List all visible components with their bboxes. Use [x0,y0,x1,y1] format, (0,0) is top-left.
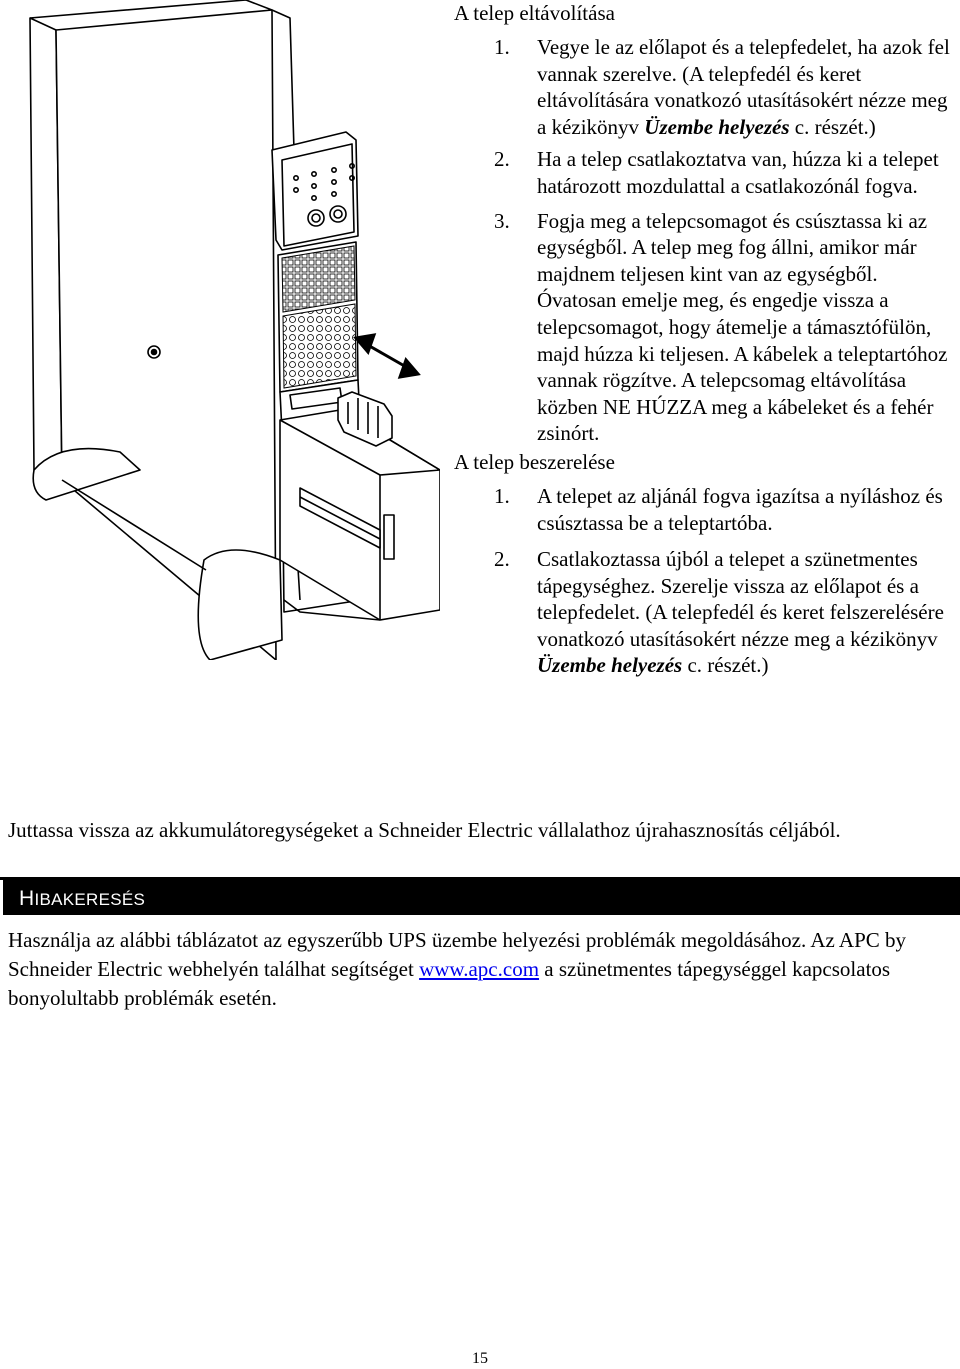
removal-steps [454,34,960,447]
troubleshooting-heading-bar [0,877,960,915]
step-emphasis: Üzembe helyezés [537,653,683,678]
step-text: Ha a telep csatlakoztatva van, húzza ki a telepet határozott mozdulattal a csatlakozónál fogva. [537,147,939,198]
install-step-1 [454,483,960,536]
step-text: A telepet az aljánál fogva igazítsa a nyíláshoz és csúsztassa be a teleptartóba. [537,483,943,535]
step-text-end: c. részét.) [682,653,769,678]
step-emphasis: Üzembe helyezés [644,114,790,139]
apc-website-link[interactable]: www.apc.com [419,957,540,981]
step-number: 1. [494,35,510,59]
step-text: Vegye le az előlapot és a telepfedelet, ha azok fel vannak szerelve. (A telepfedél és keret eltávolítására vonatkozó utasításokért nézze meg a kézikönyv [537,35,950,139]
heading-initial: H [19,887,35,910]
removal-heading: A telep eltávolítása [454,1,615,25]
step-text-end: c. részét.) [789,114,876,139]
install-steps [454,483,960,679]
step-number: 3. [494,208,510,233]
intro-text: Használja az alábbi táblázatot az egyszerűbb UPS üzembe helyezési problémák megoldásához. Az APC by Schneider Electric webhelyén találhat segítséget [8,928,907,981]
step-text: Fogja meg a telepcsomagot és csúsztassa ki az egységből. A telep meg fog állni, amikor már majdnem teljesen kint van az egységből. Óvatosan emelje meg, és engedje vissza a telepcsomagot, hogy átemelje a támasztófülön, majd húzza ki teljesen. A kábelek a teleptartóhoz vannak rögzítve. A telepcsomag eltávolítása közben NE HÚZZA meg a kábeleket és a fehér zsinórt. [537,208,948,446]
troubleshooting-intro [8,926,960,1013]
step-number: 2. [494,147,510,172]
troubleshooting-heading [3,880,960,915]
page-number: 15 [472,1350,488,1367]
install-step-2 [454,546,960,679]
double-headed-arrow-icon [356,335,418,377]
step-text: Csatlakoztassa újból a telepet a szünetmentes tápegységhez. Szerelje vissza az előlapot és a telepfedelet. (A telepfedél és keret felszerelésére vonatkozó utasításokért nézze meg a kézikönyv [537,547,944,651]
ups-battery-illustration [0,0,440,660]
intro-text-end: a szünetmentes tápegységgel kapcsolatos bonyolultabb problémák esetén. [8,957,891,1010]
step-number: 1. [494,483,510,508]
removal-step-2 [454,146,960,199]
removal-step-3 [454,208,960,447]
install-heading: A telep beszerelése [454,449,615,474]
step-number: 2. [494,547,510,572]
removal-step-1 [454,34,960,140]
heading-rest: IBAKERESÉS [34,890,146,909]
recycle-note: Juttassa vissza az akkumulátoregységeket a Schneider Electric vállalathoz újrahasznosítás céljából. [8,818,841,842]
battery-instructions [454,0,960,679]
